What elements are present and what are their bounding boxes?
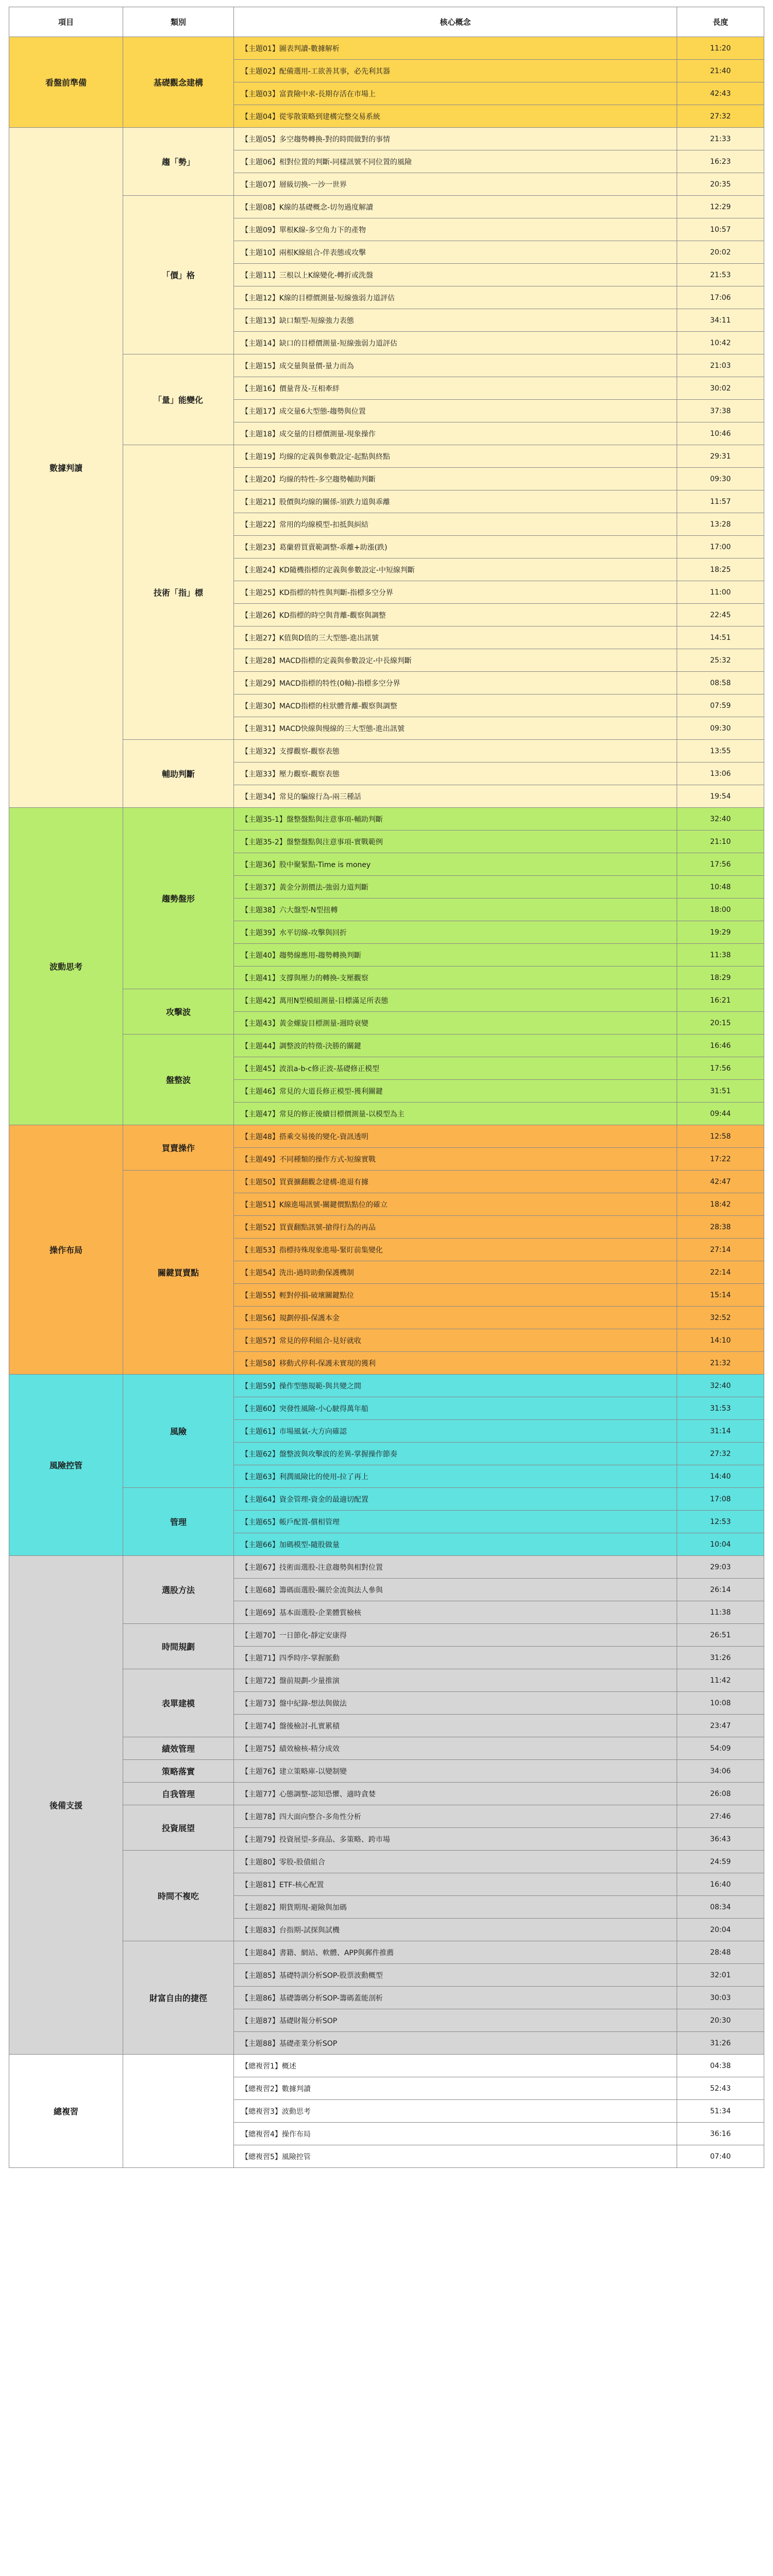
table-row <box>9 808 764 831</box>
topic-cell: 【主題62】盤整波與攻擊波的差異-掌握操作節奏 <box>234 1443 677 1465</box>
topic-cell: 【主題60】突發性風險-小心駛得萬年船 <box>234 1397 677 1420</box>
topic-cell: 【主題46】常見的大道長修正模型-獲利關鍵 <box>234 1080 677 1103</box>
duration-cell: 20:15 <box>677 1012 764 1035</box>
topic-cell: 【主題56】規劃停損-保護本金 <box>234 1307 677 1329</box>
duration-cell: 11:00 <box>677 581 764 604</box>
topic-cell: 【主題43】黃金螺旋目標測量-週時衰變 <box>234 1012 677 1035</box>
duration-cell: 27:46 <box>677 1805 764 1828</box>
duration-cell: 11:42 <box>677 1669 764 1692</box>
duration-cell: 15:14 <box>677 1284 764 1307</box>
duration-cell: 28:38 <box>677 1216 764 1239</box>
topic-cell: 【主題72】盤前規劃-少量推演 <box>234 1669 677 1692</box>
duration-cell: 20:30 <box>677 2009 764 2032</box>
topic-cell: 【主題69】基本面選股-企業體質檢核 <box>234 1601 677 1624</box>
duration-cell: 26:51 <box>677 1624 764 1647</box>
topic-cell: 【主題06】相對位置的判斷-同樣訊號不同位置的風險 <box>234 150 677 173</box>
topic-cell: 【主題57】常見的停利組合-見好就收 <box>234 1329 677 1352</box>
table-row <box>9 128 764 150</box>
topic-cell: 【主題39】水平切線-攻擊與回折 <box>234 921 677 944</box>
topic-cell: 【主題82】期貨期現-避險與加碼 <box>234 1896 677 1919</box>
duration-cell: 32:01 <box>677 1964 764 1987</box>
duration-cell: 14:40 <box>677 1465 764 1488</box>
duration-cell: 22:14 <box>677 1261 764 1284</box>
duration-cell: 36:43 <box>677 1828 764 1851</box>
topic-cell: 【主題51】K線進場訊號-關鍵價點點位的確立 <box>234 1193 677 1216</box>
category-label: 風險 <box>123 1375 234 1488</box>
topic-cell: 【主題77】心態調整-認知恐懼、適時貪婪 <box>234 1783 677 1805</box>
duration-cell: 31:26 <box>677 1647 764 1669</box>
duration-cell: 13:55 <box>677 740 764 762</box>
topic-cell: 【主題26】KD指標的時空與背離-觀察與調整 <box>234 604 677 626</box>
topic-cell: 【主題44】調整波的特徵-決勝的關鍵 <box>234 1035 677 1057</box>
topic-cell: 【主題76】建立策略庫-以變制變 <box>234 1760 677 1783</box>
topic-cell: 【主題03】富貴險中求-長期存活在市場上 <box>234 82 677 105</box>
duration-cell: 11:20 <box>677 37 764 60</box>
topic-cell: 【主題38】六大盤型-N型扭轉 <box>234 899 677 921</box>
topic-cell: 【主題83】台指期-試探與試機 <box>234 1919 677 1941</box>
topic-cell: 【主題35-2】盤整盤點與注意事項-實戰範例 <box>234 831 677 853</box>
duration-cell: 20:04 <box>677 1919 764 1941</box>
table-body <box>9 37 764 2168</box>
duration-cell: 14:51 <box>677 626 764 649</box>
topic-cell: 【主題58】移動式停利-保護未實現的獲利 <box>234 1352 677 1375</box>
topic-cell: 【主題55】輕對停損-破壞關鍵點位 <box>234 1284 677 1307</box>
duration-cell: 42:43 <box>677 82 764 105</box>
topic-cell: 【主題27】K值與D值的三大型態-進出訊號 <box>234 626 677 649</box>
header-row <box>9 7 764 37</box>
duration-cell: 16:40 <box>677 1873 764 1896</box>
topic-cell: 【主題33】壓力觀察-觀察表態 <box>234 762 677 785</box>
topic-cell: 【主題28】MACD指標的定義與參數設定-中長線判斷 <box>234 649 677 672</box>
topic-cell: 【主題80】零股-股債組合 <box>234 1851 677 1873</box>
duration-cell: 34:06 <box>677 1760 764 1783</box>
duration-cell: 21:33 <box>677 128 764 150</box>
duration-cell: 08:58 <box>677 672 764 694</box>
topic-cell: 【主題23】葛蘭碧買賣範調整-乖離+助漲(跌) <box>234 536 677 558</box>
topic-cell: 【主題21】股價與均線的關係-須跌力道與乖離 <box>234 490 677 513</box>
topic-cell: 【主題88】基礎產業分析SOP <box>234 2032 677 2055</box>
header-concept: 核心概念 <box>234 7 677 37</box>
duration-cell: 54:09 <box>677 1737 764 1760</box>
duration-cell: 17:06 <box>677 286 764 309</box>
duration-cell: 21:40 <box>677 60 764 82</box>
topic-cell: 【主題05】多空趨勢轉換-對的時間做對的事情 <box>234 128 677 150</box>
category-label: 財富自由的捷徑 <box>123 1941 234 2055</box>
category-label <box>123 2055 234 2168</box>
category-label: 表單建模 <box>123 1669 234 1737</box>
topic-cell: 【主題49】不同種類的操作方式-短線實戰 <box>234 1148 677 1171</box>
duration-cell: 07:40 <box>677 2145 764 2168</box>
category-label: 「量」能變化 <box>123 354 234 445</box>
topic-cell: 【主題01】圖表判讀-數據解析 <box>234 37 677 60</box>
section-label: 總複習 <box>9 2055 123 2168</box>
topic-cell: 【主題75】績效檢核-精分成效 <box>234 1737 677 1760</box>
topic-cell: 【主題17】成交量6大型態-趨勢與位置 <box>234 400 677 422</box>
duration-cell: 10:08 <box>677 1692 764 1715</box>
duration-cell: 32:40 <box>677 808 764 831</box>
header-category: 類別 <box>123 7 234 37</box>
duration-cell: 28:48 <box>677 1941 764 1964</box>
category-label: 績效管理 <box>123 1737 234 1760</box>
duration-cell: 10:57 <box>677 218 764 241</box>
topic-cell: 【主題36】股中聚緊點-Time is money <box>234 853 677 876</box>
duration-cell: 18:00 <box>677 899 764 921</box>
topic-cell: 【主題84】書籍、網站、軟體、APP與郵件推薦 <box>234 1941 677 1964</box>
topic-cell: 【主題66】加碼模型-隨股做量 <box>234 1533 677 1556</box>
topic-cell: 【主題52】買賣翻點訊號-搶得行為的再品 <box>234 1216 677 1239</box>
duration-cell: 27:32 <box>677 105 764 128</box>
section-label: 風險控管 <box>9 1375 123 1556</box>
header-length: 長度 <box>677 7 764 37</box>
topic-cell: 【主題50】買賣擴翻觀念建構-進退有據 <box>234 1171 677 1193</box>
topic-cell: 【主題63】利潤風險比的使用-拉了再上 <box>234 1465 677 1488</box>
category-label: 投資展望 <box>123 1805 234 1851</box>
topic-cell: 【主題81】ETF-核心配置 <box>234 1873 677 1896</box>
topic-cell: 【主題19】均線的定義與參數設定-起點與終點 <box>234 445 677 468</box>
duration-cell: 31:14 <box>677 1420 764 1443</box>
topic-cell: 【主題40】趨勢線應用-趨勢轉換判斷 <box>234 944 677 967</box>
duration-cell: 17:08 <box>677 1488 764 1511</box>
topic-cell: 【主題24】KD隨機指標的定義與參數設定-中短線判斷 <box>234 558 677 581</box>
duration-cell: 42:47 <box>677 1171 764 1193</box>
category-label: 自我管理 <box>123 1783 234 1805</box>
category-label: 選股方法 <box>123 1556 234 1624</box>
duration-cell: 32:40 <box>677 1375 764 1397</box>
duration-cell: 12:58 <box>677 1125 764 1148</box>
topic-cell: 【主題54】洗出-過時助動保護機制 <box>234 1261 677 1284</box>
topic-cell: 【主題71】四季時序-掌握脈動 <box>234 1647 677 1669</box>
duration-cell: 32:52 <box>677 1307 764 1329</box>
topic-cell: 【主題65】帳戶配置-償相管理 <box>234 1511 677 1533</box>
topic-cell: 【主題37】黃金分割價法-強弱力道判斷 <box>234 876 677 899</box>
duration-cell: 10:42 <box>677 332 764 354</box>
topic-cell: 【總複習5】風險控管 <box>234 2145 677 2168</box>
duration-cell: 31:51 <box>677 1080 764 1103</box>
section-label: 波動思考 <box>9 808 123 1125</box>
duration-cell: 19:54 <box>677 785 764 808</box>
duration-cell: 36:16 <box>677 2123 764 2145</box>
topic-cell: 【主題32】支撐觀察-觀察表態 <box>234 740 677 762</box>
category-label: 「價」格 <box>123 196 234 354</box>
topic-cell: 【主題59】操作型態規範-與共變之間 <box>234 1375 677 1397</box>
duration-cell: 27:14 <box>677 1239 764 1261</box>
topic-cell: 【主題61】市場風氣-大方向確認 <box>234 1420 677 1443</box>
topic-cell: 【總複習3】波動思考 <box>234 2100 677 2123</box>
topic-cell: 【主題48】搭乘交易後的變化-資訊透明 <box>234 1125 677 1148</box>
topic-cell: 【主題11】三根以上K線變化-轉折或洗盤 <box>234 264 677 286</box>
duration-cell: 11:38 <box>677 944 764 967</box>
topic-cell: 【總複習1】概述 <box>234 2055 677 2077</box>
topic-cell: 【主題68】籌碼面選股-關於金流與法人參與 <box>234 1579 677 1601</box>
duration-cell: 23:47 <box>677 1715 764 1737</box>
topic-cell: 【主題45】波浪a-b-c修正波-基礎修正模型 <box>234 1057 677 1080</box>
topic-cell: 【主題35-1】盤整盤點與注意事項-輔助判斷 <box>234 808 677 831</box>
duration-cell: 18:42 <box>677 1193 764 1216</box>
topic-cell: 【主題73】盤中紀錄-想法與做法 <box>234 1692 677 1715</box>
topic-cell: 【主題14】缺口的目標價測量-短線強弱力道評估 <box>234 332 677 354</box>
topic-cell: 【主題67】技術面選股-注意趨勢與相對位置 <box>234 1556 677 1579</box>
topic-cell: 【主題30】MACD指標的柱狀體背離-觀察與調整 <box>234 694 677 717</box>
topic-cell: 【主題02】配備選用-工欲善其事，必先利其器 <box>234 60 677 82</box>
duration-cell: 31:26 <box>677 2032 764 2055</box>
category-label: 盤整波 <box>123 1035 234 1125</box>
duration-cell: 51:34 <box>677 2100 764 2123</box>
duration-cell: 25:32 <box>677 649 764 672</box>
duration-cell: 07:59 <box>677 694 764 717</box>
category-label: 時間規劃 <box>123 1624 234 1669</box>
topic-cell: 【主題18】成交量的目標價測量-現象操作 <box>234 422 677 445</box>
table-row <box>9 1556 764 1579</box>
topic-cell: 【主題08】K線的基礎概念-切勿過度解讀 <box>234 196 677 218</box>
duration-cell: 30:03 <box>677 1987 764 2009</box>
topic-cell: 【主題87】基礎財報分析SOP <box>234 2009 677 2032</box>
topic-cell: 【主題22】常用的均線模型-扣抵與糾結 <box>234 513 677 536</box>
duration-cell: 19:29 <box>677 921 764 944</box>
duration-cell: 16:23 <box>677 150 764 173</box>
topic-cell: 【主題42】萬用N型模組測量-目標滿足所表態 <box>234 989 677 1012</box>
topic-cell: 【主題64】資金管理-資金的最適切配置 <box>234 1488 677 1511</box>
table-row <box>9 1125 764 1148</box>
category-label: 買賣操作 <box>123 1125 234 1171</box>
topic-cell: 【總複習2】數據判讀 <box>234 2077 677 2100</box>
duration-cell: 17:56 <box>677 853 764 876</box>
topic-cell: 【主題25】KD指標的特性與判斷-指標多空分界 <box>234 581 677 604</box>
topic-cell: 【主題16】價量背及-互相牽絆 <box>234 377 677 400</box>
duration-cell: 08:34 <box>677 1896 764 1919</box>
duration-cell: 24:59 <box>677 1851 764 1873</box>
duration-cell: 13:28 <box>677 513 764 536</box>
category-label: 攻擊波 <box>123 989 234 1035</box>
duration-cell: 12:29 <box>677 196 764 218</box>
duration-cell: 09:30 <box>677 717 764 740</box>
duration-cell: 29:03 <box>677 1556 764 1579</box>
duration-cell: 20:35 <box>677 173 764 196</box>
duration-cell: 11:57 <box>677 490 764 513</box>
topic-cell: 【主題34】常見的騙線行為-兩三種話 <box>234 785 677 808</box>
topic-cell: 【總複習4】操作布局 <box>234 2123 677 2145</box>
section-label: 看盤前準備 <box>9 37 123 128</box>
duration-cell: 21:10 <box>677 831 764 853</box>
header-item: 項目 <box>9 7 123 37</box>
duration-cell: 52:43 <box>677 2077 764 2100</box>
section-label: 後備支援 <box>9 1556 123 2055</box>
duration-cell: 10:46 <box>677 422 764 445</box>
category-label: 管理 <box>123 1488 234 1556</box>
duration-cell: 09:44 <box>677 1103 764 1125</box>
section-label: 操作布局 <box>9 1125 123 1375</box>
duration-cell: 18:25 <box>677 558 764 581</box>
duration-cell: 27:32 <box>677 1443 764 1465</box>
topic-cell: 【主題20】均線的特性-多空趨勢輔助判斷 <box>234 468 677 490</box>
table-row <box>9 37 764 60</box>
category-label: 趨勢盤形 <box>123 808 234 989</box>
topic-cell: 【主題12】K線的目標價測量-短線強弱力道評估 <box>234 286 677 309</box>
duration-cell: 30:02 <box>677 377 764 400</box>
duration-cell: 20:02 <box>677 241 764 264</box>
topic-cell: 【主題74】盤後檢討-扎實累積 <box>234 1715 677 1737</box>
duration-cell: 14:10 <box>677 1329 764 1352</box>
duration-cell: 10:48 <box>677 876 764 899</box>
duration-cell: 17:00 <box>677 536 764 558</box>
duration-cell: 17:56 <box>677 1057 764 1080</box>
category-label: 關鍵買賣點 <box>123 1171 234 1375</box>
duration-cell: 37:38 <box>677 400 764 422</box>
topic-cell: 【主題79】投資展望-多商品、多策略、跨市場 <box>234 1828 677 1851</box>
duration-cell: 21:53 <box>677 264 764 286</box>
topic-cell: 【主題41】支撐與壓力的轉換-支壓觀察 <box>234 967 677 989</box>
topic-cell: 【主題09】單根K線-多空角力下的產物 <box>234 218 677 241</box>
duration-cell: 31:53 <box>677 1397 764 1420</box>
duration-cell: 11:38 <box>677 1601 764 1624</box>
topic-cell: 【主題70】一日節化-靜定安康得 <box>234 1624 677 1647</box>
topic-cell: 【主題78】四大面向整合-多角性分析 <box>234 1805 677 1828</box>
category-label: 基礎觀念建構 <box>123 37 234 128</box>
duration-cell: 17:22 <box>677 1148 764 1171</box>
duration-cell: 21:32 <box>677 1352 764 1375</box>
topic-cell: 【主題47】常見的修正後續目標價測量-以模型為主 <box>234 1103 677 1125</box>
topic-cell: 【主題85】基礎特訓分析SOP-股票波動概型 <box>234 1964 677 1987</box>
course-outline-table <box>9 7 764 2168</box>
duration-cell: 16:46 <box>677 1035 764 1057</box>
topic-cell: 【主題86】基礎籌碼分析SOP-籌碼蓋能剖析 <box>234 1987 677 2009</box>
section-label: 數據判讀 <box>9 128 123 808</box>
topic-cell: 【主題07】層級切換-一沙一世界 <box>234 173 677 196</box>
duration-cell: 04:38 <box>677 2055 764 2077</box>
topic-cell: 【主題10】兩根K線組合-伴表態或攻擊 <box>234 241 677 264</box>
topic-cell: 【主題29】MACD指標的特性(0軸)-指標多空分界 <box>234 672 677 694</box>
duration-cell: 16:21 <box>677 989 764 1012</box>
duration-cell: 29:31 <box>677 445 764 468</box>
category-label: 策略落實 <box>123 1760 234 1783</box>
topic-cell: 【主題15】成交量與量價-量力而為 <box>234 354 677 377</box>
topic-cell: 【主題13】缺口類型-短線強力表態 <box>234 309 677 332</box>
topic-cell: 【主題53】指標持殊現象進場-緊盯前集變化 <box>234 1239 677 1261</box>
duration-cell: 21:03 <box>677 354 764 377</box>
topic-cell: 【主題04】從零散策略到建構完整交易系統 <box>234 105 677 128</box>
duration-cell: 13:06 <box>677 762 764 785</box>
category-label: 趨「勢」 <box>123 128 234 196</box>
duration-cell: 22:45 <box>677 604 764 626</box>
duration-cell: 10:04 <box>677 1533 764 1556</box>
duration-cell: 12:53 <box>677 1511 764 1533</box>
duration-cell: 18:29 <box>677 967 764 989</box>
duration-cell: 09:30 <box>677 468 764 490</box>
duration-cell: 26:08 <box>677 1783 764 1805</box>
table-row <box>9 1375 764 1397</box>
table-row <box>9 2055 764 2077</box>
category-label: 時間不複吃 <box>123 1851 234 1941</box>
duration-cell: 34:11 <box>677 309 764 332</box>
category-label: 輔助判斷 <box>123 740 234 808</box>
duration-cell: 26:14 <box>677 1579 764 1601</box>
category-label: 技術「指」標 <box>123 445 234 740</box>
topic-cell: 【主題31】MACD快線與慢線的三大型態-進出訊號 <box>234 717 677 740</box>
